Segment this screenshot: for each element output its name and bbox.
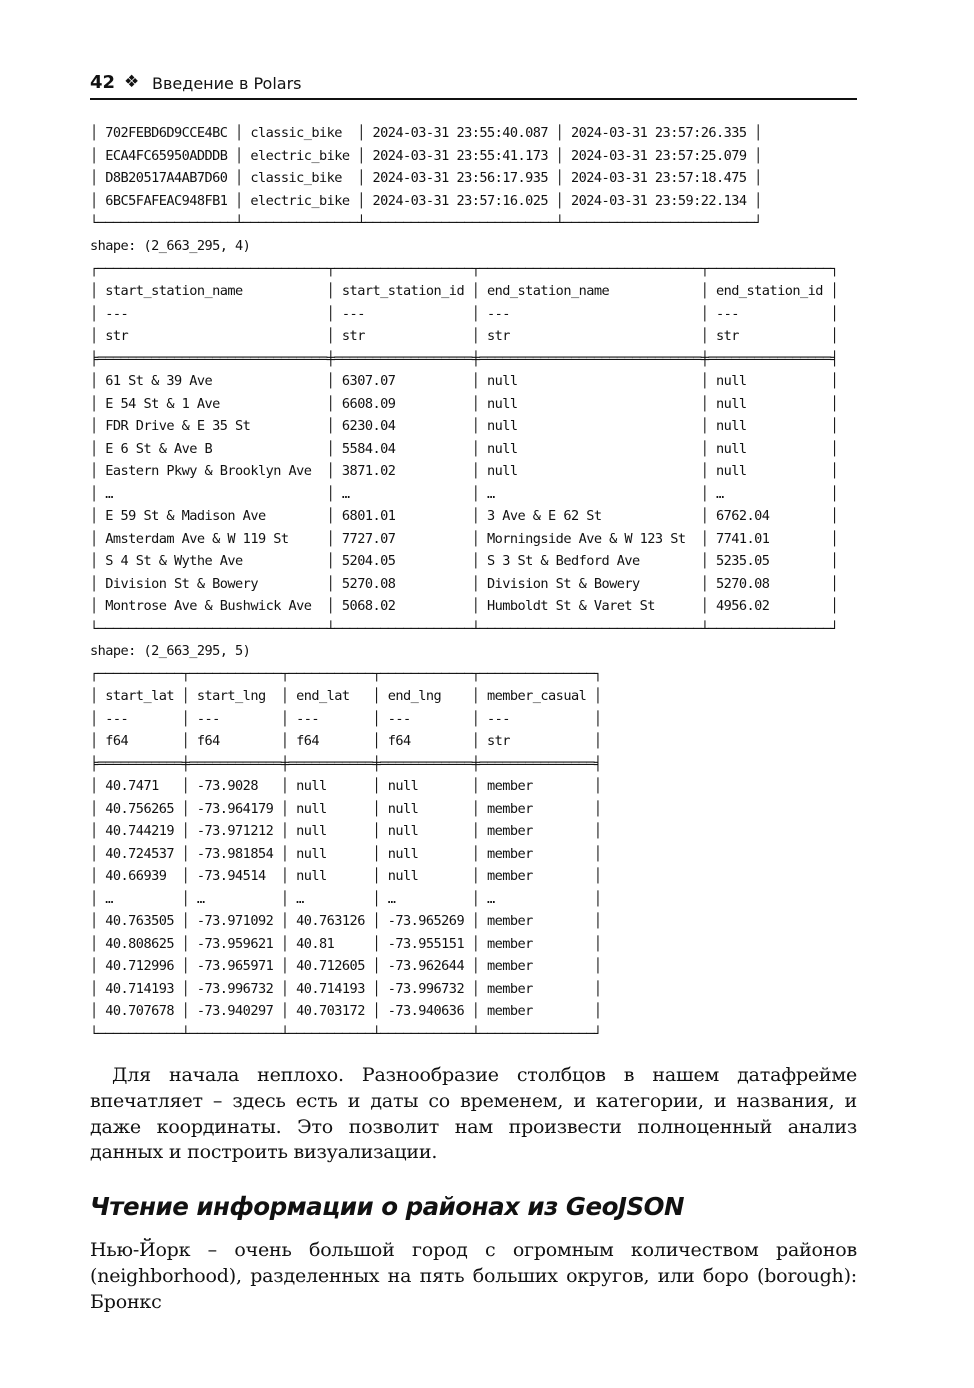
section-heading: Чтение информации о районах из GeoJSON	[90, 1192, 685, 1221]
running-header	[90, 70, 857, 100]
body-paragraph: Для начала неплохо. Разнообразие столбцов в нашем датафрейме впечатляет – здесь есть и даты со временем, и категории, и названия, и даже координаты. Это позволит нам произвести полноценный анализ данных и построить визуализации.	[90, 1064, 857, 1164]
chapter-title: Введение в Polars	[152, 74, 302, 93]
code-output-trips-tail: │ 702FEBD6D9CCE4BC │ classic_bike │ 2024-03-31 23:55:40.087 │ 2024-03-31 23:57:26.335 │ │ ECA4FC65950ADDDB │ electric_bike │ 2024-03-31 23:55:41.173 │ 2024-03-31 23:57:25.079 │ │ D8B20517A4AB7D60 │ classic_bike │ 2024-03-31 23:56:17.935 │ 2024-03-31 23:57:18.475 │ │ 6BC5FAFEAC948FB1 │ electric_bike │ 2024-03-31 23:57:16.025 │ 2024-03-31 23:59:22.134 │ └──────────────────┴───────────────┴─────────────────────────┴─────────────────────────┘	[90, 125, 762, 231]
diamond-separator-icon: ❖	[124, 72, 140, 92]
code-output-coordinates-table: shape: (2_663_295, 5) ┌───────────┬────────────┬───────────┬────────────┬───────────────┐ │ start_lat │ start_lng │ end_lat │ end_lng │ member_casual │ │ --- │ --- │ --- │ --- │ --- │ │ f64 │ f64 │ f64 │ f64 │ str │ ╞═══════════╪════════════╪═══════════╪════════════╪═══════════════╡ │ 40.7471 │ -73.9028 │ null │ null │ member │ │ 40.756265 │ -73.964179 │ null │ null │ member │ │ 40.744219 │ -73.971212 │ null │ null │ member │ │ 40.724537 │ -73.981854 │ null │ null │ member │ │ 40.66939 │ -73.94514 │ null │ null │ member │ │ … │ … │ … │ … │ … │ │ 40.763505 │ -73.971092 │ 40.763126 │ -73.965269 │ member │ │ 40.808625 │ -73.959621 │ 40.81 │ -73.955151 │ member │ │ 40.712996 │ -73.965971 │ 40.712605 │ -73.962644 │ member │ │ 40.714193 │ -73.996732 │ 40.714193 │ -73.996732 │ member │ │ 40.707678 │ -73.940297 │ 40.703172 │ -73.940636 │ member │ └───────────┴────────────┴───────────┴────────────┴───────────────┘	[90, 643, 602, 1042]
body-paragraph-2: Нью-Йорк – очень большой город с огромным количеством районов (neighborhood), разделенных на пять больших округов, или боро (borough): Бронкс	[90, 1239, 857, 1313]
page-number: 42	[90, 72, 116, 93]
code-output-stations-table: shape: (2_663_295, 4) ┌──────────────────────────────┬──────────────────┬─────────────────────────────┬────────────────┐ │ start_station_name │ start_station_id │ end_station_name │ end_station_id │ │ --- │ --- │ --- │ --- │ │ str │ str │ str │ str │ ╞══════════════════════════════╪══════════════════╪═════════════════════════════╪════════════════╡ │ 61 St & 39 Ave │ 6307.07 │ null │ null │ │ E 54 St & 1 Ave │ 6608.09 │ null │ null │ │ FDR Drive & E 35 St │ 6230.04 │ null │ null │ │ E 6 St & Ave B │ 5584.04 │ null │ null │ │ Eastern Pkwy & Brooklyn Ave │ 3871.02 │ null │ null │ │ … │ … │ … │ … │ │ E 59 St & Madison Ave │ 6801.01 │ 3 Ave & E 62 St │ 6762.04 │ │ Amsterdam Ave & W 119 St │ 7727.07 │ Morningside Ave & W 123 St │ 7741.01 │ │ S 4 St & Wythe Ave │ 5204.05 │ S 3 St & Bedford Ave │ 5235.05 │ │ Division St & Bowery │ 5270.08 │ Division St & Bowery │ 5270.08 │ │ Montrose Ave & Bushwick Ave │ 5068.02 │ Humboldt St & Varet St │ 4956.02 │ └──────────────────────────────┴──────────────────┴─────────────────────────────┴────────────────┘	[90, 238, 839, 637]
